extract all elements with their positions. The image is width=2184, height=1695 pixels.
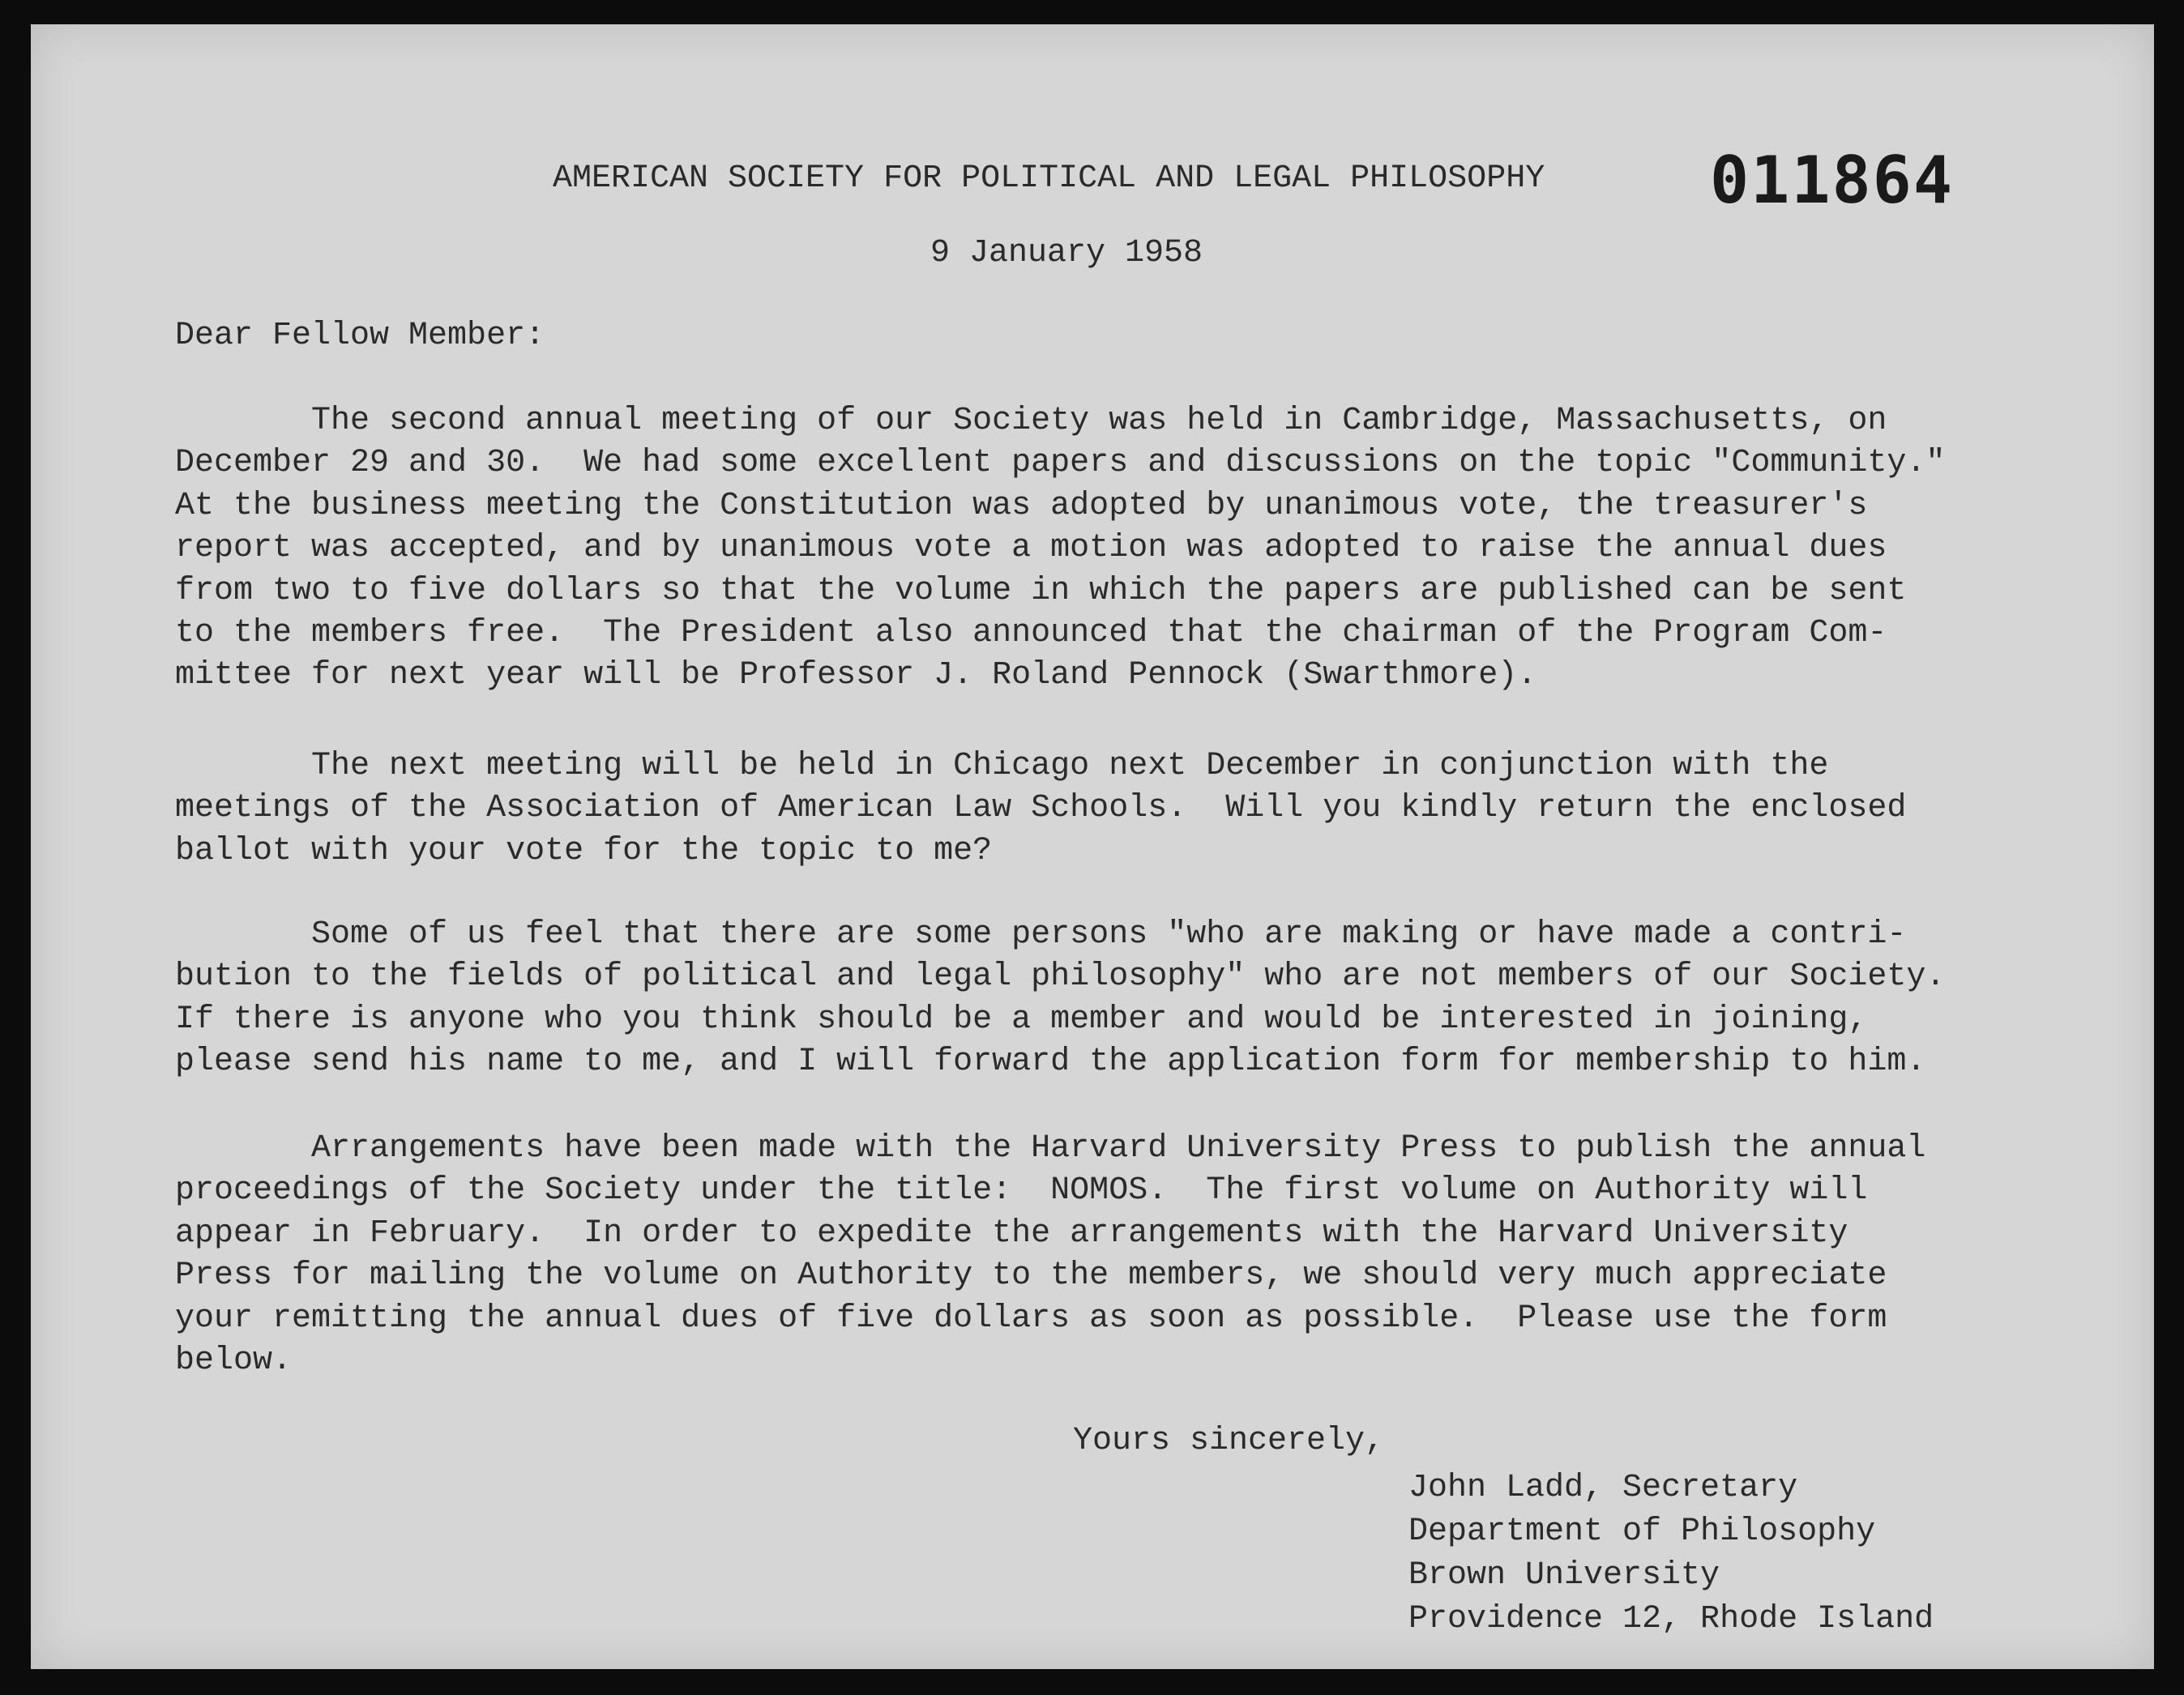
letterhead-title: AMERICAN SOCIETY FOR POLITICAL AND LEGAL PHILOSOPHY — [553, 160, 1545, 197]
text-line: ballot with your vote for the topic to me? — [175, 832, 993, 869]
text-line: proceedings of the Society under the title: NOMOS. The first volume on Authority will — [175, 1172, 1868, 1210]
text-line: please send his name to me, and I will forward the application form for membership to him. — [175, 1044, 1926, 1081]
signature-block — [1408, 1467, 1934, 1642]
text-line: Arrangements have been made with the Harvard University Press to publish the annual — [175, 1130, 1926, 1167]
text-line: The second annual meeting of our Society was held in Cambridge, Massachusetts, on — [175, 403, 1887, 439]
document-number: 011864 — [1710, 143, 1954, 218]
text-line: to the members free. The President also announced that the chairman of the Program Com- — [175, 615, 1887, 652]
text-line: below. — [175, 1343, 293, 1380]
text-line: Some of us feel that there are some persons "who are making or have made a contri- — [175, 916, 1907, 953]
text-line: At the business meeting the Constitution was adopted by unanimous vote, the treasurer's — [175, 487, 1868, 524]
text-line: December 29 and 30. We had some excellent papers and discussions on the topic "Community." — [175, 445, 1946, 482]
paragraph-annual-meeting — [175, 400, 2104, 698]
text-line: report was accepted, and by unanimous vote a motion was adopted to raise the annual dues — [175, 530, 1887, 567]
text-line: from two to five dollars so that the volume in which the papers are published can be sent — [175, 572, 1907, 609]
text-line: meetings of the Association of American Law Schools. Will you kindly return the enclosed — [175, 790, 1907, 827]
signer-name: John Ladd, Secretary — [1408, 1470, 1798, 1506]
text-line: appear in February. In order to expedite the arrangements with the Harvard University — [175, 1215, 1848, 1252]
text-line: Press for mailing the volume on Authority to the members, we should very much appreciate — [175, 1257, 1887, 1295]
paragraph-membership — [175, 914, 2104, 1084]
text-line: mittee for next year will be Professor J. Roland Pennock (Swarthmore). — [175, 657, 1537, 694]
salutation: Dear Fellow Member: — [175, 318, 545, 354]
signer-department: Department of Philosophy — [1408, 1514, 1876, 1550]
text-line: bution to the fields of political and legal philosophy" who are not members of our Society. — [175, 959, 1946, 996]
text-line: The next meeting will be held in Chicago next December in conjunction with the — [175, 748, 1829, 784]
paragraph-next-meeting — [175, 745, 2104, 873]
text-line: If there is anyone who you think should be a member and would be interested in joining, — [175, 1001, 1868, 1038]
signer-address: Providence 12, Rhode Island — [1408, 1601, 1934, 1637]
paragraph-nomos — [175, 1128, 2104, 1382]
letter-date: 9 January 1958 — [930, 235, 1203, 271]
signer-institution: Brown University — [1408, 1557, 1720, 1594]
closing: Yours sincerely, — [1073, 1423, 1385, 1459]
text-line: your remitting the annual dues of five dollars as soon as possible. Please use the form — [175, 1300, 1887, 1337]
